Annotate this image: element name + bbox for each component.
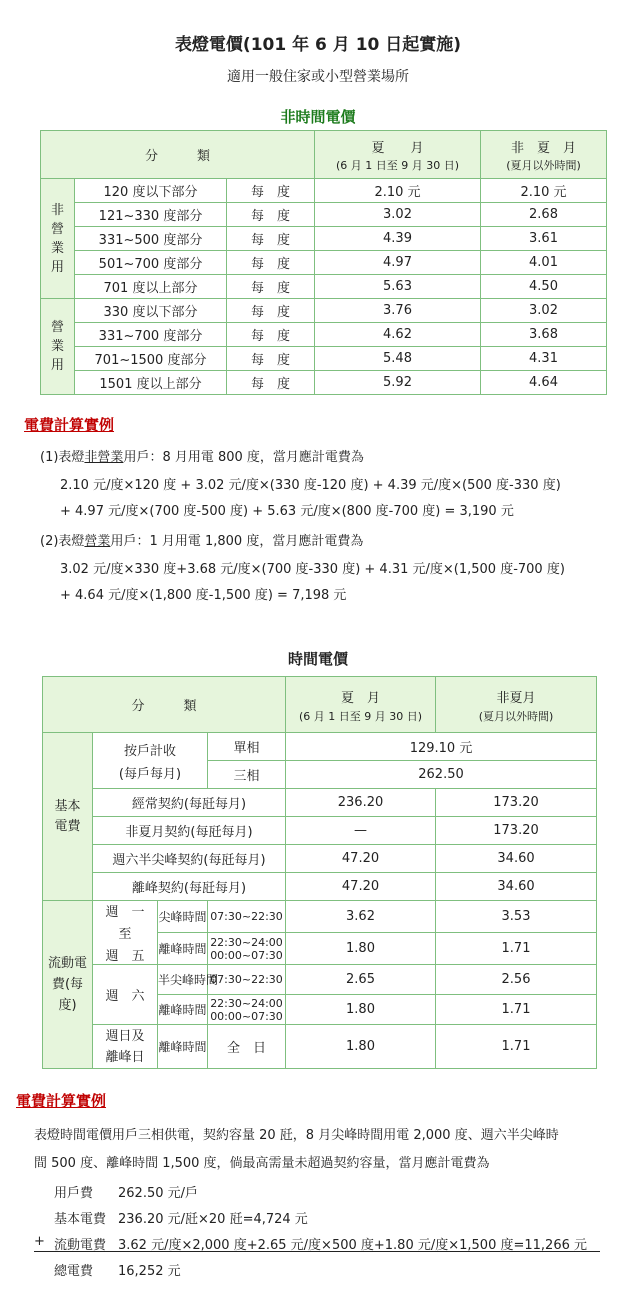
- tou-header-summer: [286, 677, 436, 733]
- tou-header-category: 分 類: [43, 677, 286, 733]
- sunday-label-text: 週日及離峰日: [105, 1028, 145, 1065]
- flow-fee-label-text: 流動電費(每度): [47, 956, 87, 1013]
- example2-household-value: 262.50 元/戶: [118, 1186, 198, 1201]
- tou-section-title: 時間電價: [287, 650, 348, 668]
- example1-item2-prefix: (2)表燈: [40, 534, 85, 549]
- table-row: [41, 347, 607, 371]
- nonsummer-cell: 34.60: [436, 845, 597, 873]
- summer-cell: 4.62: [315, 323, 481, 347]
- summer-cell: —: [286, 817, 436, 845]
- range-cell: 330 度以下部分: [75, 299, 227, 323]
- time-cell: 07:30~22:30: [208, 965, 286, 995]
- contract-label: 經常契約(每瓩每月): [93, 789, 286, 817]
- summer-cell: 4.97: [315, 251, 481, 275]
- time-cell: 22:30~24:00 00:00~07:30: [208, 933, 286, 965]
- example2-flow-label: 流動電費: [54, 1238, 107, 1253]
- per-household-cell: [93, 733, 208, 789]
- time-cell: 全 日: [208, 1025, 286, 1069]
- nontou-table: [40, 130, 607, 395]
- table-row: [43, 817, 597, 845]
- nonsummer-cell: 3.02: [481, 299, 607, 323]
- unit-cell: 每 度: [227, 179, 315, 203]
- group-label-business: [41, 299, 75, 395]
- table-row: [41, 179, 607, 203]
- range-cell: 331~700 度部分: [75, 323, 227, 347]
- nonsummer-cell: 2.10 元: [481, 179, 607, 203]
- example2-plus-sign: +: [34, 1234, 45, 1249]
- range-cell: 701 度以上部分: [75, 275, 227, 299]
- weekday-label-1: 週 一: [105, 905, 145, 920]
- summer-cell: 47.20: [286, 873, 436, 901]
- table-row: [41, 323, 607, 347]
- example1-item2-line3: + 4.64 元/度×(1,800 度-1,500 度) = 7,198 元: [60, 588, 347, 603]
- range-cell: 120 度以下部分: [75, 179, 227, 203]
- table-row: [43, 965, 597, 995]
- summer-cell: 5.48: [315, 347, 481, 371]
- tou-table: [42, 676, 597, 1069]
- table-row: [43, 845, 597, 873]
- tou-header-nonsummer-sub: (夏月以外時間): [478, 709, 554, 723]
- nonsummer-cell: 1.71: [436, 933, 597, 965]
- summer-cell: 236.20: [286, 789, 436, 817]
- range-cell: 121~330 度部分: [75, 203, 227, 227]
- nonsummer-cell: 2.68: [481, 203, 607, 227]
- group-label-text: 營業用: [50, 320, 64, 373]
- example2-title: 電費計算實例: [16, 1092, 107, 1110]
- unit-cell: 每 度: [227, 371, 315, 395]
- saturday-label: 週 六: [93, 965, 158, 1025]
- example2-basic-value: 236.20 元/瓩×20 瓩=4,724 元: [118, 1212, 308, 1227]
- unit-cell: 每 度: [227, 347, 315, 371]
- nontou-header-category: 分 類: [41, 131, 315, 179]
- nontou-header-summer: [315, 131, 481, 179]
- basic-fee-label-text: 基本電費: [54, 798, 81, 834]
- example1-item1-line2: 2.10 元/度×120 度 + 3.02 元/度×(330 度-120 度) + 4.39 元/度×(500 度-330 度): [60, 478, 561, 493]
- period-cell: 尖峰時間: [158, 901, 208, 933]
- nonsummer-cell: 1.71: [436, 995, 597, 1025]
- nonsummer-cell: 2.56: [436, 965, 597, 995]
- time-cell: 22:30~24:00 00:00~07:30: [208, 995, 286, 1025]
- nonsummer-cell: 3.53: [436, 901, 597, 933]
- period-cell: 離峰時間: [158, 1025, 208, 1069]
- example1-item1-rest: 用戶：8 月用電 800 度，當月應計電費為: [123, 450, 364, 465]
- unit-cell: 每 度: [227, 227, 315, 251]
- range-cell: 501~700 度部分: [75, 251, 227, 275]
- summer-cell: 3.62: [286, 901, 436, 933]
- nonsummer-cell: 4.50: [481, 275, 607, 299]
- three-phase-label: 三相: [208, 761, 286, 789]
- contract-label: 離峰契約(每瓩每月): [93, 873, 286, 901]
- group-label-text: 非營業用: [50, 202, 64, 275]
- nontou-header-summer-label: 夏 月: [371, 141, 424, 156]
- example1-item2-rest: 用戶：1 月用電 1,800 度，當月應計電費為: [110, 534, 364, 549]
- table-row: [43, 733, 597, 761]
- example1-item1-line1: [40, 446, 364, 465]
- nontou-header-nonsummer-sub: (夏月以外時間): [506, 159, 581, 172]
- example2-basic-label: 基本電費: [54, 1212, 107, 1227]
- table-row: [41, 251, 607, 275]
- table-row: [41, 371, 607, 395]
- page-title: 表燈電價(101 年 6 月 10 日起實施): [174, 35, 462, 55]
- example2-total-value: 16,252 元: [118, 1264, 181, 1279]
- example2-total-label: 總電費: [54, 1264, 94, 1279]
- summer-cell: 2.10 元: [315, 179, 481, 203]
- summer-cell: 3.02: [315, 203, 481, 227]
- unit-cell: 每 度: [227, 251, 315, 275]
- basic-fee-label: [43, 733, 93, 901]
- range-cell: 701~1500 度部分: [75, 347, 227, 371]
- example1-item2-kind: 營業: [84, 534, 111, 549]
- example1-item1-kind: 非營業: [84, 450, 124, 465]
- nontou-header-summer-sub: (6 月 1 日至 9 月 30 日): [335, 159, 460, 172]
- summer-cell: 1.80: [286, 1025, 436, 1069]
- period-cell: 離峰時間: [158, 995, 208, 1025]
- example2-household-label: 用戶費: [54, 1186, 94, 1201]
- weekday-label-2: 至: [118, 927, 132, 942]
- example1-item2-line2: 3.02 元/度×330 度+3.68 元/度×(700 度-330 度) + 4.31 元/度×(1,500 度-700 度): [60, 562, 565, 577]
- sunday-label: [93, 1025, 158, 1069]
- summer-cell: 3.76: [315, 299, 481, 323]
- contract-label: 週六半尖峰契約(每瓩每月): [93, 845, 286, 873]
- single-phase-value: 129.10 元: [286, 733, 597, 761]
- three-phase-value: 262.50: [286, 761, 597, 789]
- weekday-label-3: 週 五: [105, 949, 145, 964]
- flow-fee-label: [43, 901, 93, 1069]
- per-household-label: 按戶計收: [123, 743, 176, 759]
- weekday-label: [93, 901, 158, 965]
- range-cell: 331~500 度部分: [75, 227, 227, 251]
- tou-header-nonsummer-label: 非夏月: [496, 690, 536, 706]
- per-household-sub: (每戶每月): [118, 766, 182, 782]
- unit-cell: 每 度: [227, 275, 315, 299]
- sum-divider: [34, 1251, 600, 1252]
- example2-flow-value: 3.62 元/度×2,000 度+2.65 元/度×500 度+1.80 元/度×1,500 度=11,266 元: [118, 1238, 587, 1253]
- summer-cell: 1.80: [286, 995, 436, 1025]
- summer-cell: 1.80: [286, 933, 436, 965]
- summer-cell: 2.65: [286, 965, 436, 995]
- range-cell: 1501 度以上部分: [75, 371, 227, 395]
- nonsummer-cell: 173.20: [436, 817, 597, 845]
- nonsummer-cell: 4.31: [481, 347, 607, 371]
- page-subtitle: 適用一般住家或小型營業場所: [227, 69, 409, 85]
- nonsummer-cell: 4.01: [481, 251, 607, 275]
- table-row: [43, 873, 597, 901]
- nontou-section-title: 非時間電價: [280, 108, 356, 126]
- summer-cell: 4.39: [315, 227, 481, 251]
- table-row: [41, 299, 607, 323]
- summer-cell: 47.20: [286, 845, 436, 873]
- time-cell: 07:30~22:30: [208, 901, 286, 933]
- example1-item2-line1: [40, 530, 363, 549]
- unit-cell: 每 度: [227, 323, 315, 347]
- example1-title: 電費計算實例: [24, 416, 115, 434]
- table-row: [41, 203, 607, 227]
- contract-label: 非夏月契約(每瓩每月): [93, 817, 286, 845]
- nonsummer-cell: 34.60: [436, 873, 597, 901]
- nonsummer-cell: 3.61: [481, 227, 607, 251]
- nonsummer-cell: 173.20: [436, 789, 597, 817]
- nonsummer-cell: 4.64: [481, 371, 607, 395]
- tou-header-summer-sub: (6 月 1 日至 9 月 30 日): [298, 709, 423, 723]
- group-label-nonbusiness: [41, 179, 75, 299]
- example2-para1: 表燈時間電價用戶三相供電，契約容量 20 瓩，8 月尖峰時間用電 2,000 度、週六半尖峰時: [34, 1128, 559, 1143]
- example1-item1-prefix: (1)表燈: [40, 450, 85, 465]
- table-row: [41, 227, 607, 251]
- single-phase-label: 單相: [208, 733, 286, 761]
- period-cell: 離峰時間: [158, 933, 208, 965]
- example1-item1-line3: + 4.97 元/度×(700 度-500 度) + 5.63 元/度×(800 度-700 度) = 3,190 元: [60, 504, 514, 519]
- table-row: [43, 1025, 597, 1069]
- summer-cell: 5.63: [315, 275, 481, 299]
- summer-cell: 5.92: [315, 371, 481, 395]
- nontou-header-nonsummer: [481, 131, 607, 179]
- nonsummer-cell: 1.71: [436, 1025, 597, 1069]
- nonsummer-cell: 3.68: [481, 323, 607, 347]
- period-cell: 半尖峰時間: [158, 965, 208, 995]
- nontou-header-nonsummer-label: 非 夏 月: [511, 141, 577, 156]
- tou-header-summer-label: 夏 月: [341, 690, 381, 706]
- table-row: [41, 275, 607, 299]
- table-row: [43, 901, 597, 933]
- table-row: [43, 789, 597, 817]
- unit-cell: 每 度: [227, 299, 315, 323]
- example2-para2: 間 500 度、離峰時間 1,500 度，倘最高需量未超過契約容量，當月應計電費為: [34, 1156, 490, 1171]
- tou-header-nonsummer: [436, 677, 597, 733]
- unit-cell: 每 度: [227, 203, 315, 227]
